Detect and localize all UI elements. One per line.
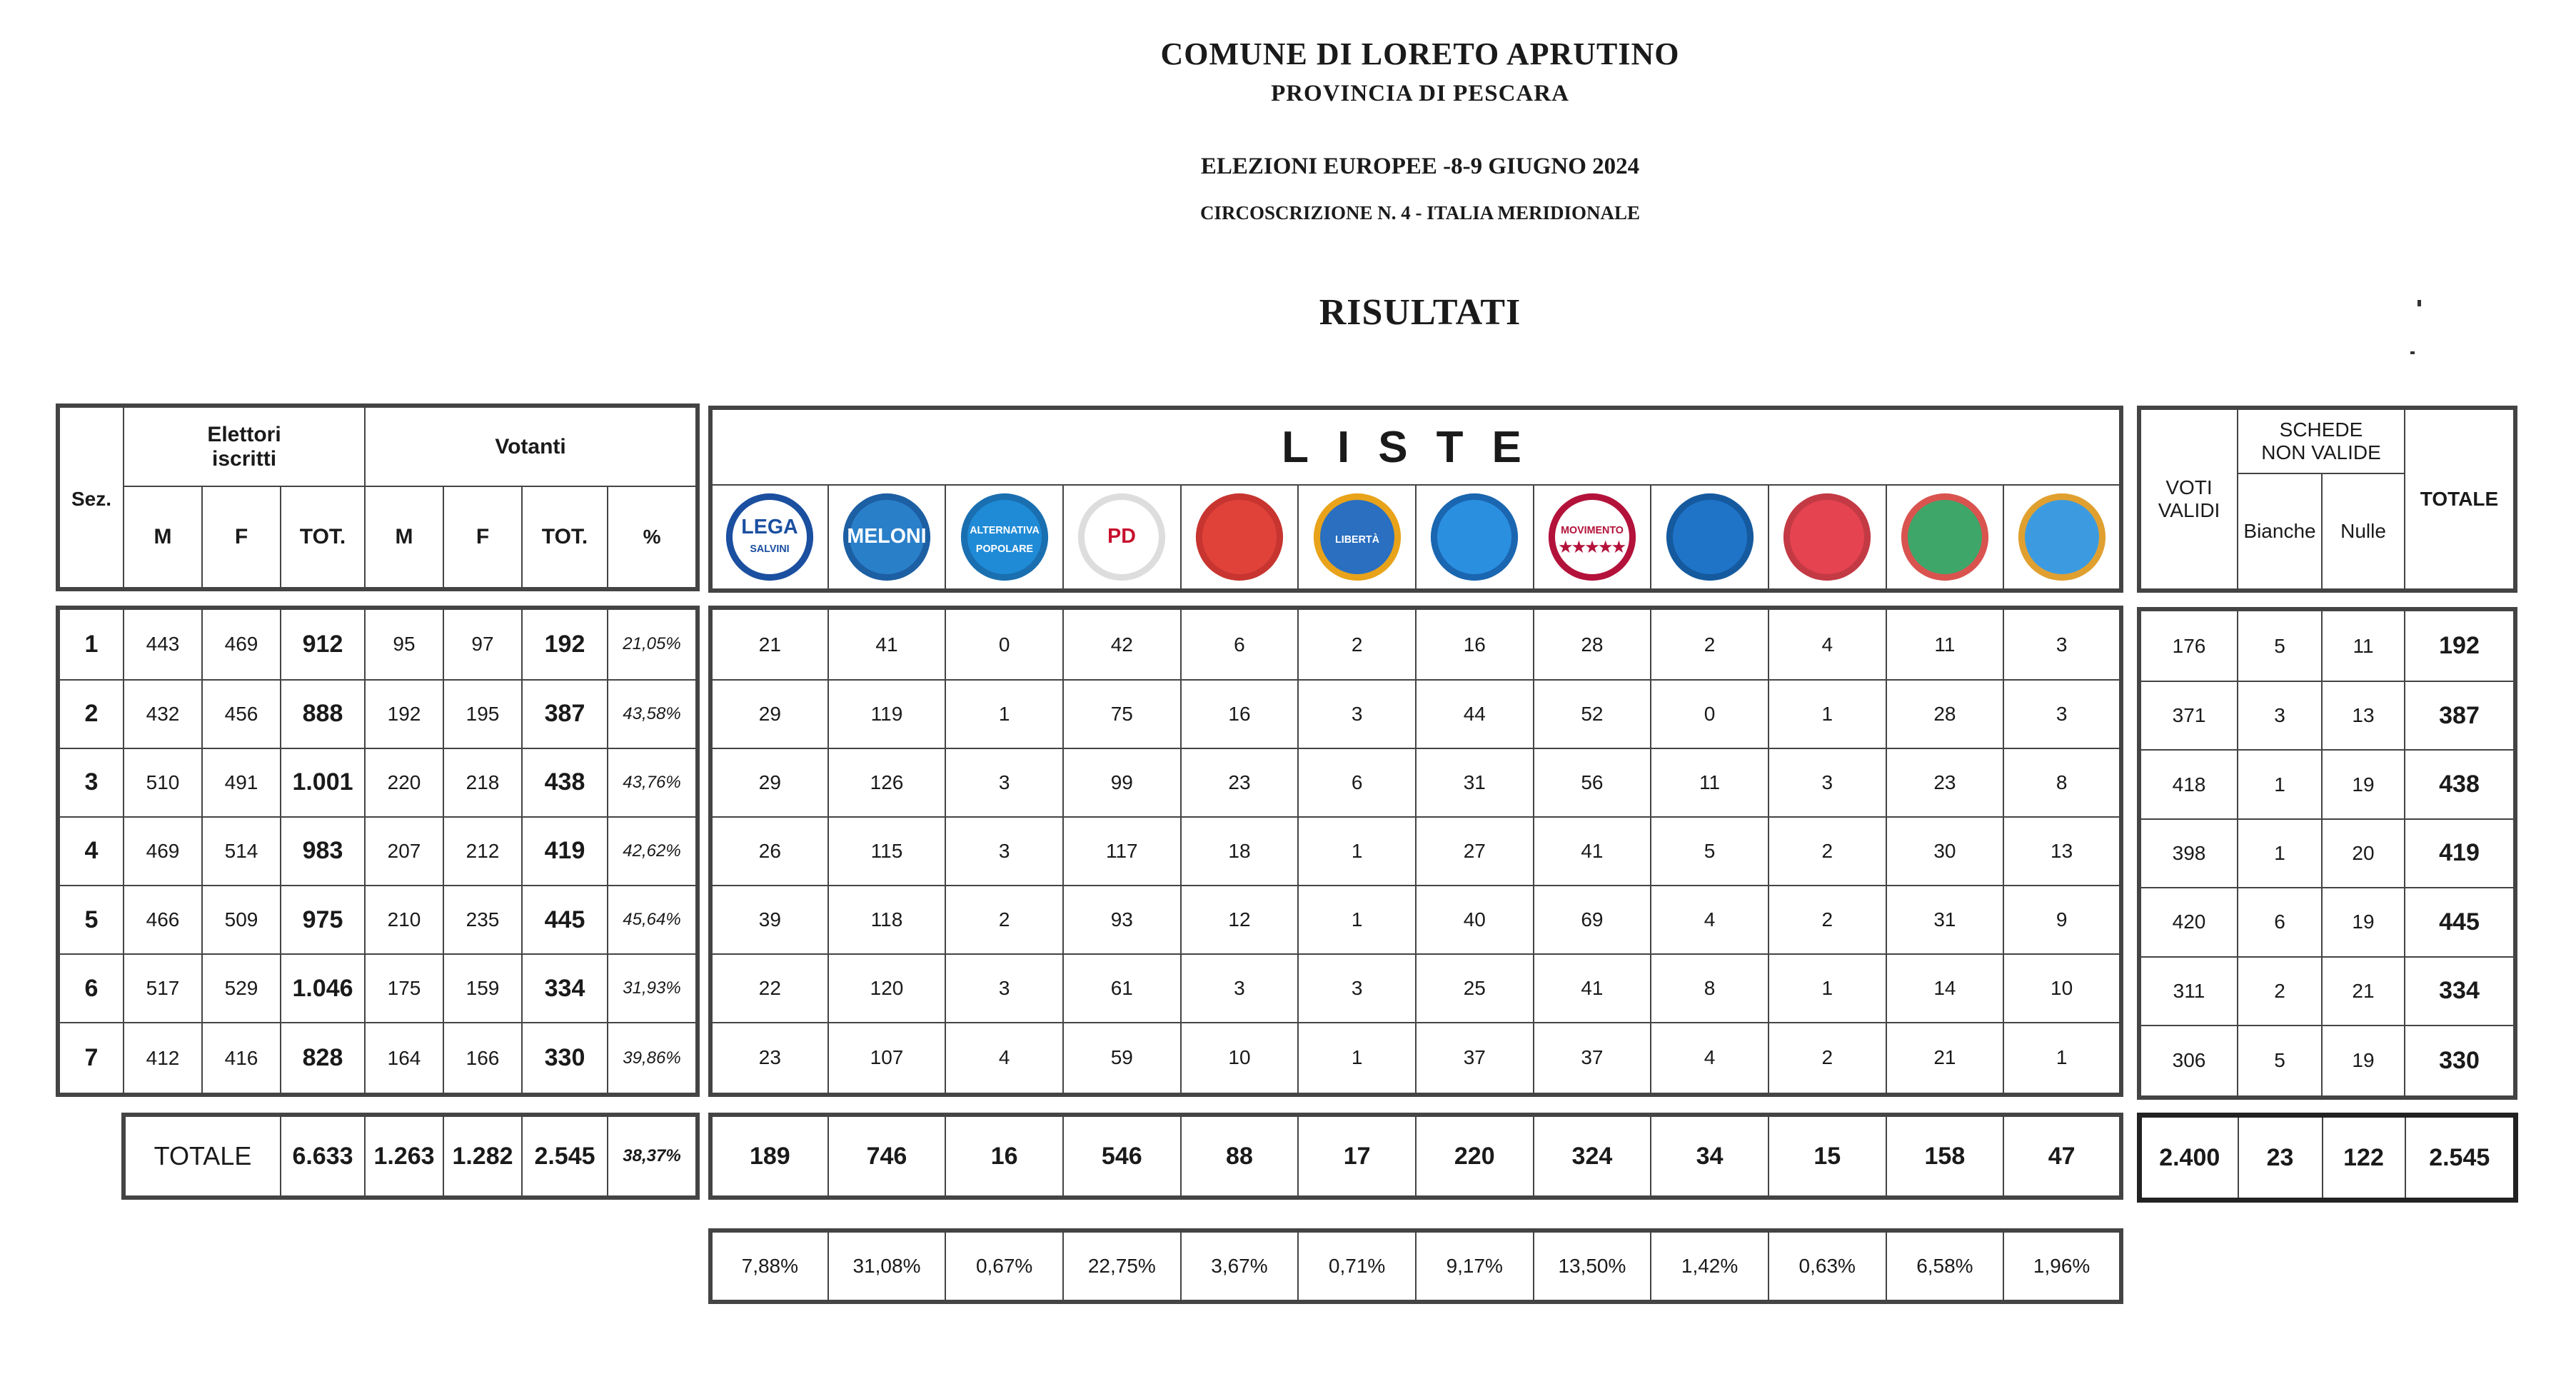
lista-totale-cell: 15 xyxy=(1769,1115,1886,1198)
lista-votes-cell: 16 xyxy=(1416,608,1534,680)
lista-votes-cell: 6 xyxy=(1298,748,1416,817)
table-row xyxy=(2139,681,2515,750)
lista-votes-cell: 12 xyxy=(1181,886,1299,954)
cell-totale: 445 xyxy=(2405,888,2515,956)
lista-votes-cell: 119 xyxy=(828,680,946,748)
lista-votes-cell: 31 xyxy=(1886,886,2004,954)
voti-body-table xyxy=(2137,607,2517,1100)
cell-sez: 2 xyxy=(58,680,124,748)
table-row xyxy=(2139,819,2515,888)
voti-header-table xyxy=(2137,406,2517,593)
cell-vot-tot: 419 xyxy=(522,817,608,886)
lista-votes-cell: 3 xyxy=(945,748,1063,817)
table-row xyxy=(710,1023,2121,1095)
lista-totale-cell: 158 xyxy=(1886,1115,2004,1198)
lista-totale-cell: 546 xyxy=(1063,1115,1181,1198)
lista-votes-cell: 28 xyxy=(1534,608,1651,680)
table-row xyxy=(58,886,698,954)
lista-votes-cell: 3 xyxy=(945,954,1063,1023)
lista-votes-cell: 93 xyxy=(1063,886,1181,954)
lista-votes-cell: 1 xyxy=(1769,954,1886,1023)
cell-validi: 420 xyxy=(2139,888,2238,956)
cell-validi: 176 xyxy=(2139,609,2238,681)
lista-votes-cell: 61 xyxy=(1063,954,1181,1023)
logo-text: SALVINI xyxy=(750,543,790,555)
cell-pct: 39,86% xyxy=(608,1023,698,1095)
lista-votes-cell: 41 xyxy=(828,608,946,680)
table-row xyxy=(710,680,2121,748)
lista-percentuale-cell: 0,67% xyxy=(945,1230,1063,1302)
votanti-f-header: F xyxy=(443,486,522,589)
cell-pct: 43,58% xyxy=(608,680,698,748)
cell-el-f: 491 xyxy=(202,748,281,817)
votanti-m-header: M xyxy=(365,486,443,589)
lista-votes-cell: 37 xyxy=(1534,1023,1651,1095)
lista-votes-cell: 59 xyxy=(1063,1023,1181,1095)
table-row xyxy=(2139,750,2515,818)
fratelli-italia-meloni-logo xyxy=(840,491,933,583)
logo-cell xyxy=(828,485,946,591)
lista-totale-cell: 17 xyxy=(1298,1115,1416,1198)
logo-cell xyxy=(2003,485,2121,591)
lista-votes-cell: 23 xyxy=(1181,748,1299,817)
cell-vot-tot: 192 xyxy=(522,608,608,680)
comune-title: COMUNE DI LORETO APRUTINO xyxy=(1160,36,1680,71)
cell-sez: 6 xyxy=(58,954,124,1023)
cell-el-f: 456 xyxy=(202,680,281,748)
cell-totale: 438 xyxy=(2405,750,2515,818)
lista-votes-cell: 69 xyxy=(1534,886,1651,954)
cell-validi: 306 xyxy=(2139,1026,2238,1098)
alternativa-popolare-logo xyxy=(958,491,1051,583)
cell-el-tot: 1.046 xyxy=(281,954,365,1023)
lista-votes-cell: 41 xyxy=(1534,954,1651,1023)
lista-votes-cell: 25 xyxy=(1416,954,1534,1023)
lista-votes-cell: 14 xyxy=(1886,954,2004,1023)
lista-votes-cell: 3 xyxy=(945,817,1063,886)
lista-votes-cell: 2 xyxy=(1651,608,1769,680)
cell-pct: 31,93% xyxy=(608,954,698,1023)
cell-pct: 42,62% xyxy=(608,817,698,886)
votanti-header: Votanti xyxy=(365,406,698,486)
partito-democratico-logo xyxy=(1075,491,1168,583)
lista-percentuale-cell: 31,08% xyxy=(828,1230,946,1302)
totale-votanti-f: 1.282 xyxy=(443,1115,522,1198)
cell-vot-m: 164 xyxy=(365,1023,443,1095)
cell-el-tot: 888 xyxy=(281,680,365,748)
cell-vot-m: 95 xyxy=(365,608,443,680)
liste-title: LISTE xyxy=(710,408,2121,485)
cell-vot-f: 166 xyxy=(443,1023,522,1095)
lista-votes-cell: 3 xyxy=(2003,608,2121,680)
lista-votes-cell: 52 xyxy=(1534,680,1651,748)
cell-el-m: 466 xyxy=(124,886,202,954)
logo-text: ★★★★★ xyxy=(1559,538,1626,556)
lista-totale-cell: 88 xyxy=(1181,1115,1299,1198)
lista-totale-cell: 16 xyxy=(945,1115,1063,1198)
cell-el-tot: 983 xyxy=(281,817,365,886)
logo-cell xyxy=(1063,485,1181,591)
lista-votes-cell: 28 xyxy=(1886,680,2004,748)
cell-el-m: 443 xyxy=(124,608,202,680)
cell-sez: 4 xyxy=(58,817,124,886)
lista-votes-cell: 3 xyxy=(1769,748,1886,817)
totale-voti-validi: 2.400 xyxy=(2140,1115,2238,1200)
cell-pct: 21,05% xyxy=(608,608,698,680)
table-row xyxy=(58,1023,698,1095)
cell-el-m: 412 xyxy=(124,1023,202,1095)
scan-mark xyxy=(2417,300,2421,306)
cell-vot-f: 212 xyxy=(443,817,522,886)
cell-bianche: 5 xyxy=(2238,1026,2322,1098)
lista-votes-cell: 41 xyxy=(1534,817,1651,886)
lista-totale-cell: 324 xyxy=(1534,1115,1651,1198)
totale-votanti-m: 1.263 xyxy=(365,1115,443,1198)
table-row xyxy=(58,680,698,748)
pace-terra-dignita-logo xyxy=(1193,491,1286,583)
lista-votes-cell: 2 xyxy=(945,886,1063,954)
cell-bianche: 2 xyxy=(2238,957,2322,1026)
totale-votanti-pct: 38,37% xyxy=(608,1115,698,1198)
liste-header-table xyxy=(708,406,2123,593)
table-row xyxy=(710,817,2121,886)
lista-totale-cell: 746 xyxy=(828,1115,946,1198)
lista-votes-cell: 120 xyxy=(828,954,946,1023)
cell-totale: 192 xyxy=(2405,609,2515,681)
lista-votes-cell: 4 xyxy=(1651,886,1769,954)
cell-bianche: 1 xyxy=(2238,819,2322,888)
cell-el-tot: 912 xyxy=(281,608,365,680)
logo-cell xyxy=(1181,485,1299,591)
nulle-header: Nulle xyxy=(2322,473,2405,591)
cell-vot-tot: 387 xyxy=(522,680,608,748)
cell-el-m: 517 xyxy=(124,954,202,1023)
cell-bianche: 3 xyxy=(2238,681,2322,750)
lista-totale-cell: 47 xyxy=(2003,1115,2121,1198)
table-row xyxy=(58,608,698,680)
logo-text: POPOLARE xyxy=(975,543,1033,555)
lista-votes-cell: 23 xyxy=(1886,748,2004,817)
lista-votes-cell: 21 xyxy=(710,608,828,680)
cell-bianche: 5 xyxy=(2238,609,2322,681)
lista-votes-cell: 2 xyxy=(1769,817,1886,886)
lista-votes-cell: 10 xyxy=(1181,1023,1299,1095)
cell-bianche: 6 xyxy=(2238,888,2322,956)
totale-label: TOTALE xyxy=(124,1115,281,1198)
logo-cell xyxy=(1416,485,1534,591)
lista-percentuale-cell: 22,75% xyxy=(1063,1230,1181,1302)
lista-votes-cell: 39 xyxy=(710,886,828,954)
cell-el-f: 529 xyxy=(202,954,281,1023)
lista-votes-cell: 1 xyxy=(2003,1023,2121,1095)
logo-text: MOVIMENTO xyxy=(1561,524,1624,536)
cell-nulle: 19 xyxy=(2322,750,2405,818)
lista-votes-cell: 31 xyxy=(1416,748,1534,817)
azione-logo xyxy=(1664,491,1756,583)
lista-votes-cell: 44 xyxy=(1416,680,1534,748)
lista-votes-cell: 22 xyxy=(710,954,828,1023)
lista-percentuale-cell: 9,17% xyxy=(1416,1230,1534,1302)
cell-vot-tot: 334 xyxy=(522,954,608,1023)
votanti-tot-header: TOT. xyxy=(522,486,608,589)
cell-validi: 398 xyxy=(2139,819,2238,888)
totale-elettori: 6.633 xyxy=(281,1115,365,1198)
cell-el-f: 514 xyxy=(202,817,281,886)
cell-vot-m: 210 xyxy=(365,886,443,954)
cell-el-f: 469 xyxy=(202,608,281,680)
cell-sez: 7 xyxy=(58,1023,124,1095)
cell-nulle: 19 xyxy=(2322,1026,2405,1098)
table-row xyxy=(710,748,2121,817)
sez-header: Sez. xyxy=(58,406,124,589)
liberta-logo xyxy=(1311,491,1404,583)
lista-votes-cell: 3 xyxy=(2003,680,2121,748)
table-row xyxy=(710,608,2121,680)
table-row xyxy=(2139,609,2515,681)
totale-nulle: 122 xyxy=(2323,1115,2405,1200)
logo-cell xyxy=(1886,485,2004,591)
lista-votes-cell: 2 xyxy=(1298,608,1416,680)
lista-percentuale-cell: 6,58% xyxy=(1886,1230,2004,1302)
table-row xyxy=(2139,1026,2515,1098)
cell-vot-f: 159 xyxy=(443,954,522,1023)
cell-vot-m: 175 xyxy=(365,954,443,1023)
lista-votes-cell: 4 xyxy=(1769,608,1886,680)
table-row xyxy=(58,817,698,886)
logo-cell xyxy=(710,485,828,591)
totale-complessivo: 2.545 xyxy=(2405,1115,2516,1200)
logo-cell xyxy=(945,485,1063,591)
cell-el-m: 432 xyxy=(124,680,202,748)
cell-totale: 330 xyxy=(2405,1026,2515,1098)
cell-vot-f: 235 xyxy=(443,886,522,954)
lista-votes-cell: 5 xyxy=(1651,817,1769,886)
lista-votes-cell: 0 xyxy=(945,608,1063,680)
table-row xyxy=(2139,888,2515,956)
lista-votes-cell: 1 xyxy=(1298,886,1416,954)
lista-votes-cell: 40 xyxy=(1416,886,1534,954)
lista-votes-cell: 27 xyxy=(1416,817,1534,886)
totale-bianche: 23 xyxy=(2238,1115,2323,1200)
lista-totale-cell: 34 xyxy=(1651,1115,1769,1198)
cell-pct: 45,64% xyxy=(608,886,698,954)
liste-totale-table xyxy=(708,1113,2123,1200)
logo-cell xyxy=(1298,485,1416,591)
scan-mark xyxy=(2410,351,2415,354)
circoscrizione-subtitle: CIRCOSCRIZIONE N. 4 - ITALIA MERIDIONALE xyxy=(1199,202,1641,224)
cell-vot-tot: 330 xyxy=(522,1023,608,1095)
lista-votes-cell: 99 xyxy=(1063,748,1181,817)
logo-text: LIBERTÀ xyxy=(1334,533,1379,546)
table-row xyxy=(710,886,2121,954)
lista-votes-cell: 11 xyxy=(1651,748,1769,817)
cell-el-f: 509 xyxy=(202,886,281,954)
lista-votes-cell: 10 xyxy=(2003,954,2121,1023)
cell-validi: 418 xyxy=(2139,750,2238,818)
cell-nulle: 19 xyxy=(2322,888,2405,956)
elettori-m-header: M xyxy=(124,486,202,589)
cell-sez: 5 xyxy=(58,886,124,954)
schede-non-valide-header: SCHEDE NON VALIDE xyxy=(2238,408,2405,473)
liste-percentuali-table xyxy=(708,1228,2123,1304)
lista-votes-cell: 126 xyxy=(828,748,946,817)
cell-totale: 387 xyxy=(2405,681,2515,750)
stati-uniti-europa-logo xyxy=(2016,491,2108,583)
cell-nulle: 20 xyxy=(2322,819,2405,888)
lista-votes-cell: 30 xyxy=(1886,817,2004,886)
lista-votes-cell: 1 xyxy=(1298,817,1416,886)
voti-totale-table xyxy=(2137,1113,2518,1203)
lista-votes-cell: 3 xyxy=(1298,954,1416,1023)
totale-header: TOTALE xyxy=(2405,408,2515,591)
lista-votes-cell: 26 xyxy=(710,817,828,886)
table-row xyxy=(710,954,2121,1023)
lista-votes-cell: 2 xyxy=(1769,886,1886,954)
logo-text: ALTERNATIVA xyxy=(969,524,1040,536)
provincia-subtitle: PROVINCIA DI PESCARA xyxy=(1271,81,1569,106)
cell-totale: 334 xyxy=(2405,957,2515,1026)
lista-votes-cell: 21 xyxy=(1886,1023,2004,1095)
lista-votes-cell: 3 xyxy=(1298,680,1416,748)
lista-votes-cell: 6 xyxy=(1181,608,1299,680)
cell-nulle: 21 xyxy=(2322,957,2405,1026)
lista-votes-cell: 29 xyxy=(710,680,828,748)
votanti-pct-header: % xyxy=(608,486,698,589)
sud-chiama-nord-logo xyxy=(1781,491,1873,583)
lista-percentuale-cell: 13,50% xyxy=(1534,1230,1651,1302)
lista-votes-cell: 37 xyxy=(1416,1023,1534,1095)
lista-votes-cell: 56 xyxy=(1534,748,1651,817)
lista-votes-cell: 23 xyxy=(710,1023,828,1095)
lista-votes-cell: 4 xyxy=(1651,1023,1769,1095)
lista-votes-cell: 42 xyxy=(1063,608,1181,680)
lista-votes-cell: 115 xyxy=(828,817,946,886)
logo-cell xyxy=(1534,485,1651,591)
lista-votes-cell: 16 xyxy=(1181,680,1299,748)
logo-text: LEGA xyxy=(741,515,799,538)
lista-votes-cell: 4 xyxy=(945,1023,1063,1095)
lista-votes-cell: 2 xyxy=(1769,1023,1886,1095)
table-row xyxy=(2139,957,2515,1026)
cell-el-tot: 828 xyxy=(281,1023,365,1095)
lega-salvini-logo xyxy=(723,491,816,583)
lista-votes-cell: 1 xyxy=(1298,1023,1416,1095)
alleanza-verdi-sinistra-logo xyxy=(1898,491,1991,583)
cell-validi: 371 xyxy=(2139,681,2238,750)
lista-percentuale-cell: 1,96% xyxy=(2003,1230,2121,1302)
lista-votes-cell: 0 xyxy=(1651,680,1769,748)
lista-votes-cell: 75 xyxy=(1063,680,1181,748)
cell-vot-tot: 438 xyxy=(522,748,608,817)
elettori-votanti-header-table xyxy=(56,403,700,591)
lista-votes-cell: 9 xyxy=(2003,886,2121,954)
lista-totale-cell: 189 xyxy=(710,1115,828,1198)
lista-percentuale-cell: 0,63% xyxy=(1769,1230,1886,1302)
lista-votes-cell: 18 xyxy=(1181,817,1299,886)
cell-vot-m: 207 xyxy=(365,817,443,886)
logo-text: PD xyxy=(1107,524,1137,548)
logo-cell xyxy=(1769,485,1886,591)
elettori-votanti-totale-table xyxy=(121,1113,700,1200)
logo-text: MELONI xyxy=(847,524,927,548)
cell-el-tot: 1.001 xyxy=(281,748,365,817)
lista-votes-cell: 1 xyxy=(1769,680,1886,748)
elettori-tot-header: TOT. xyxy=(281,486,365,589)
elettori-f-header: F xyxy=(202,486,281,589)
lista-percentuale-cell: 7,88% xyxy=(710,1230,828,1302)
cell-nulle: 11 xyxy=(2322,609,2405,681)
cell-el-f: 416 xyxy=(202,1023,281,1095)
cell-nulle: 13 xyxy=(2322,681,2405,750)
table-row xyxy=(58,954,698,1023)
cell-bianche: 1 xyxy=(2238,750,2322,818)
lista-votes-cell: 117 xyxy=(1063,817,1181,886)
elettori-header: Elettori iscritti xyxy=(124,406,365,486)
cell-vot-f: 218 xyxy=(443,748,522,817)
lista-votes-cell: 13 xyxy=(2003,817,2121,886)
cell-vot-tot: 445 xyxy=(522,886,608,954)
cell-sez: 1 xyxy=(58,608,124,680)
lista-votes-cell: 118 xyxy=(828,886,946,954)
lista-votes-cell: 3 xyxy=(1181,954,1299,1023)
lista-percentuale-cell: 1,42% xyxy=(1651,1230,1769,1302)
lista-votes-cell: 107 xyxy=(828,1023,946,1095)
voti-validi-header: VOTI VALIDI xyxy=(2139,408,2238,591)
cell-sez: 3 xyxy=(58,748,124,817)
liste-body-table xyxy=(708,606,2123,1097)
cell-vot-f: 97 xyxy=(443,608,522,680)
lista-votes-cell: 1 xyxy=(945,680,1063,748)
cell-validi: 311 xyxy=(2139,957,2238,1026)
lista-votes-cell: 11 xyxy=(1886,608,2004,680)
lista-percentuale-cell: 3,67% xyxy=(1181,1230,1299,1302)
lista-percentuale-cell: 0,71% xyxy=(1298,1230,1416,1302)
forza-italia-noi-moderati-logo xyxy=(1428,491,1521,583)
totale-votanti-tot: 2.545 xyxy=(522,1115,608,1198)
logo-cell xyxy=(1651,485,1769,591)
cell-pct: 43,76% xyxy=(608,748,698,817)
lista-votes-cell: 8 xyxy=(1651,954,1769,1023)
table-row xyxy=(58,748,698,817)
risultati-title: RISULTATI xyxy=(1319,292,1521,333)
lista-votes-cell: 29 xyxy=(710,748,828,817)
lista-totale-cell: 220 xyxy=(1416,1115,1534,1198)
cell-totale: 419 xyxy=(2405,819,2515,888)
cell-vot-m: 192 xyxy=(365,680,443,748)
elezioni-title: ELEZIONI EUROPEE -8-9 GIUGNO 2024 xyxy=(1200,154,1640,179)
cell-el-m: 469 xyxy=(124,817,202,886)
cell-el-tot: 975 xyxy=(281,886,365,954)
lista-votes-cell: 8 xyxy=(2003,748,2121,817)
bianche-header: Bianche xyxy=(2238,473,2322,591)
movimento-5-stelle-logo xyxy=(1546,491,1639,583)
cell-vot-f: 195 xyxy=(443,680,522,748)
cell-vot-m: 220 xyxy=(365,748,443,817)
cell-el-m: 510 xyxy=(124,748,202,817)
elettori-votanti-body-table xyxy=(56,606,700,1097)
